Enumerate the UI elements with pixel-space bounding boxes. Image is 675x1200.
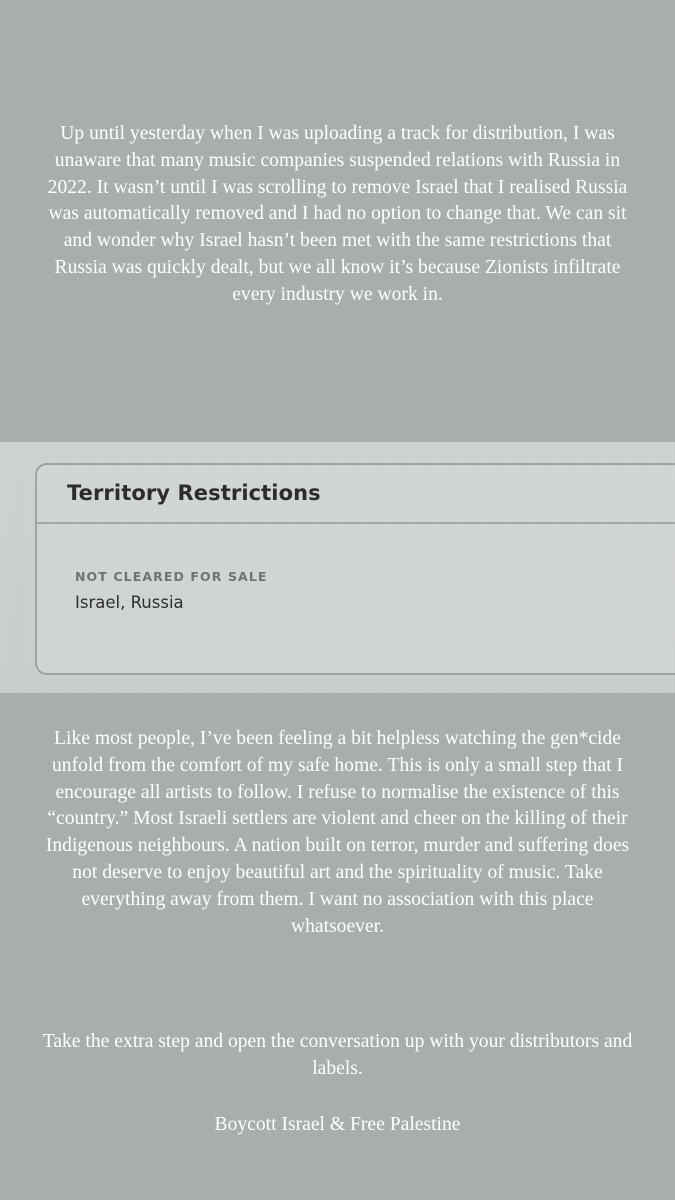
story-text-paragraph-3: Take the extra step and open the conversation up with your distributors and labels. bbox=[42, 1031, 633, 1079]
embedded-screenshot bbox=[0, 442, 675, 693]
story-text-paragraph-4: Boycott Israel & Free Palestine bbox=[214, 1114, 461, 1135]
card-title: Territory Restrictions bbox=[67, 481, 321, 505]
restricted-territories-value: Israel, Russia bbox=[75, 593, 184, 612]
card-header bbox=[37, 465, 675, 524]
not-cleared-label: NOT CLEARED FOR SALE bbox=[75, 569, 268, 584]
story-text-paragraph-2: Like most people, I’ve been feeling a bit helpless watching the gen*cide unfold from the comfort of my safe home. This is only a small step that I encourage all artists to follow. I refuse to normalise the existence of this “country.” Most Israeli settlers are violent and cheer on the killing of their Indigenous neighbours. A nation built on terror, murder and suffering does not deserve to enjoy beautiful art and the spirituality of music. Take everything away from them. I want no association with this place whatsoever. bbox=[45, 728, 630, 937]
territory-restrictions-card bbox=[35, 463, 675, 675]
story-text-paragraph-1: Up until yesterday when I was uploading a track for distribution, I was unaware that many music companies suspended relations with Russia in 2022. It wasn’t until I was scrolling to remove Israel that I realised Russia was automatically removed and I had no option to change that. We can sit and wonder why Israel hasn’t been met with the same restrictions that Russia was quickly dealt, but we all know it’s because Zionists infiltrate every industry we work in. bbox=[47, 123, 628, 305]
